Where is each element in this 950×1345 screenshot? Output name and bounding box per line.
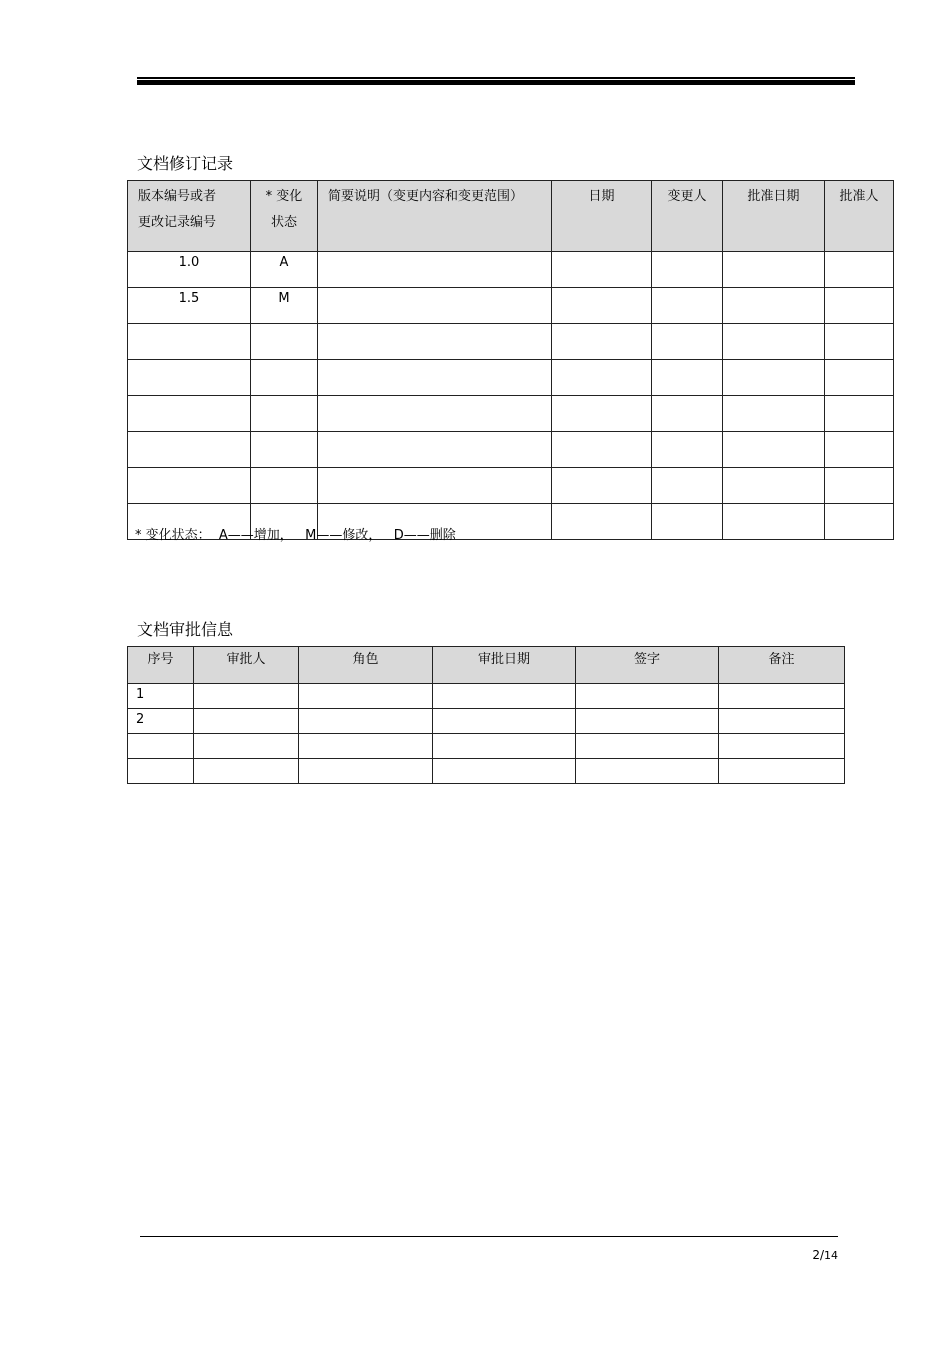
revision-row-cell — [251, 468, 318, 504]
header-reviewer: 审批人 — [194, 647, 299, 684]
revision-row-cell — [552, 324, 652, 360]
revision-row-cell — [318, 432, 552, 468]
page-current: 2/ — [812, 1248, 824, 1262]
approval-header-row — [128, 647, 845, 684]
approval-row-cell — [433, 684, 576, 709]
revision-row-cell — [825, 468, 894, 504]
revision-row-cell — [652, 288, 723, 324]
approval-row-cell — [128, 734, 194, 759]
revision-row-cell — [825, 396, 894, 432]
revision-row-cell — [652, 468, 723, 504]
header-double-rule — [137, 77, 855, 85]
approval-row — [128, 709, 845, 734]
revision-row-cell — [128, 432, 251, 468]
header-role: 角色 — [299, 647, 433, 684]
revision-row-cell — [825, 504, 894, 540]
revision-row-cell — [318, 360, 552, 396]
revision-row-cell — [318, 396, 552, 432]
approval-row-cell — [576, 684, 719, 709]
header-seq: 序号 — [128, 647, 194, 684]
approval-row-cell — [433, 734, 576, 759]
revision-header-row — [128, 181, 894, 252]
approval-row-cell — [719, 709, 845, 734]
approval-row-cell: 1 — [128, 684, 194, 709]
approval-info-table — [127, 646, 845, 784]
revision-row-cell — [552, 360, 652, 396]
approval-row-cell — [576, 734, 719, 759]
revision-row-cell: 1.5 — [128, 288, 251, 324]
revision-row-cell — [251, 324, 318, 360]
change-status-footnote: * 变化状态： A——增加， M——修改， D——删除 — [135, 528, 456, 543]
header-description: 简要说明（变更内容和变更范围） — [318, 181, 552, 252]
revision-row-cell — [723, 252, 825, 288]
approval-row — [128, 684, 845, 709]
revision-row-cell — [552, 432, 652, 468]
approval-row-cell — [299, 684, 433, 709]
revision-row-cell — [552, 252, 652, 288]
approval-row-cell — [299, 759, 433, 784]
revision-row — [128, 252, 894, 288]
revision-row-cell — [318, 288, 552, 324]
approval-row — [128, 734, 845, 759]
approval-row-cell — [299, 734, 433, 759]
approval-row-cell — [433, 709, 576, 734]
revision-row-cell — [723, 432, 825, 468]
revision-row-cell — [825, 360, 894, 396]
approval-info-title: 文档审批信息 — [137, 620, 234, 639]
revision-row-cell — [723, 396, 825, 432]
approval-row-cell — [576, 709, 719, 734]
page-total: 14 — [824, 1249, 838, 1262]
approval-row-cell — [719, 684, 845, 709]
revision-row-cell — [128, 468, 251, 504]
revision-row-cell — [552, 396, 652, 432]
revision-row-cell — [723, 468, 825, 504]
approval-row-cell — [719, 734, 845, 759]
revision-row-cell — [652, 360, 723, 396]
revision-row-cell — [251, 396, 318, 432]
revision-row-cell — [251, 360, 318, 396]
revision-row-cell — [652, 252, 723, 288]
header-change-status — [251, 181, 318, 252]
revision-row — [128, 360, 894, 396]
revision-row-cell — [825, 324, 894, 360]
revision-row-cell — [723, 360, 825, 396]
header-approve-date: 批准日期 — [723, 181, 825, 252]
header-version-line2: 更改记录编号 — [138, 215, 217, 230]
footer-rule — [140, 1236, 838, 1237]
approval-row-cell: 2 — [128, 709, 194, 734]
header-remarks: 备注 — [719, 647, 845, 684]
approval-row — [128, 759, 845, 784]
revision-row-cell: 1.0 — [128, 252, 251, 288]
revision-row-cell — [552, 288, 652, 324]
header-version-line1: 版本编号或者 — [138, 189, 217, 204]
revision-row-cell — [825, 288, 894, 324]
revision-row-cell — [128, 396, 251, 432]
revision-row-cell — [723, 324, 825, 360]
revision-row — [128, 288, 894, 324]
approval-row-cell — [194, 684, 299, 709]
approval-row-cell — [433, 759, 576, 784]
revision-record-title: 文档修订记录 — [137, 154, 234, 173]
approval-row-cell — [194, 759, 299, 784]
revision-row — [128, 432, 894, 468]
page-number — [790, 1248, 838, 1262]
revision-row-cell — [552, 468, 652, 504]
revision-row-cell — [251, 432, 318, 468]
revision-row-cell — [318, 324, 552, 360]
header-approver: 批准人 — [825, 181, 894, 252]
header-status-line1: * 变化 — [265, 189, 303, 204]
revision-row-cell — [652, 324, 723, 360]
revision-row-cell — [318, 468, 552, 504]
header-date: 日期 — [552, 181, 652, 252]
approval-row-cell — [194, 734, 299, 759]
header-version — [128, 181, 251, 252]
approval-row-cell — [719, 759, 845, 784]
revision-row-cell — [825, 432, 894, 468]
revision-row-cell: M — [251, 288, 318, 324]
revision-row-cell: A — [251, 252, 318, 288]
header-signature: 签字 — [576, 647, 719, 684]
revision-row-cell — [723, 288, 825, 324]
revision-row — [128, 324, 894, 360]
revision-row-cell — [825, 252, 894, 288]
revision-record-table — [127, 180, 894, 540]
revision-row-cell — [652, 432, 723, 468]
approval-row-cell — [128, 759, 194, 784]
revision-row — [128, 468, 894, 504]
header-approval-date: 审批日期 — [433, 647, 576, 684]
approval-row-cell — [194, 709, 299, 734]
revision-row-cell — [723, 504, 825, 540]
header-status-line2: 状态 — [270, 215, 297, 230]
revision-row-cell — [652, 504, 723, 540]
revision-row-cell — [652, 396, 723, 432]
revision-row — [128, 396, 894, 432]
revision-row-cell — [552, 504, 652, 540]
approval-row-cell — [299, 709, 433, 734]
revision-row-cell — [318, 252, 552, 288]
revision-row-cell — [128, 360, 251, 396]
revision-row-cell — [128, 324, 251, 360]
header-changer: 变更人 — [652, 181, 723, 252]
approval-row-cell — [576, 759, 719, 784]
